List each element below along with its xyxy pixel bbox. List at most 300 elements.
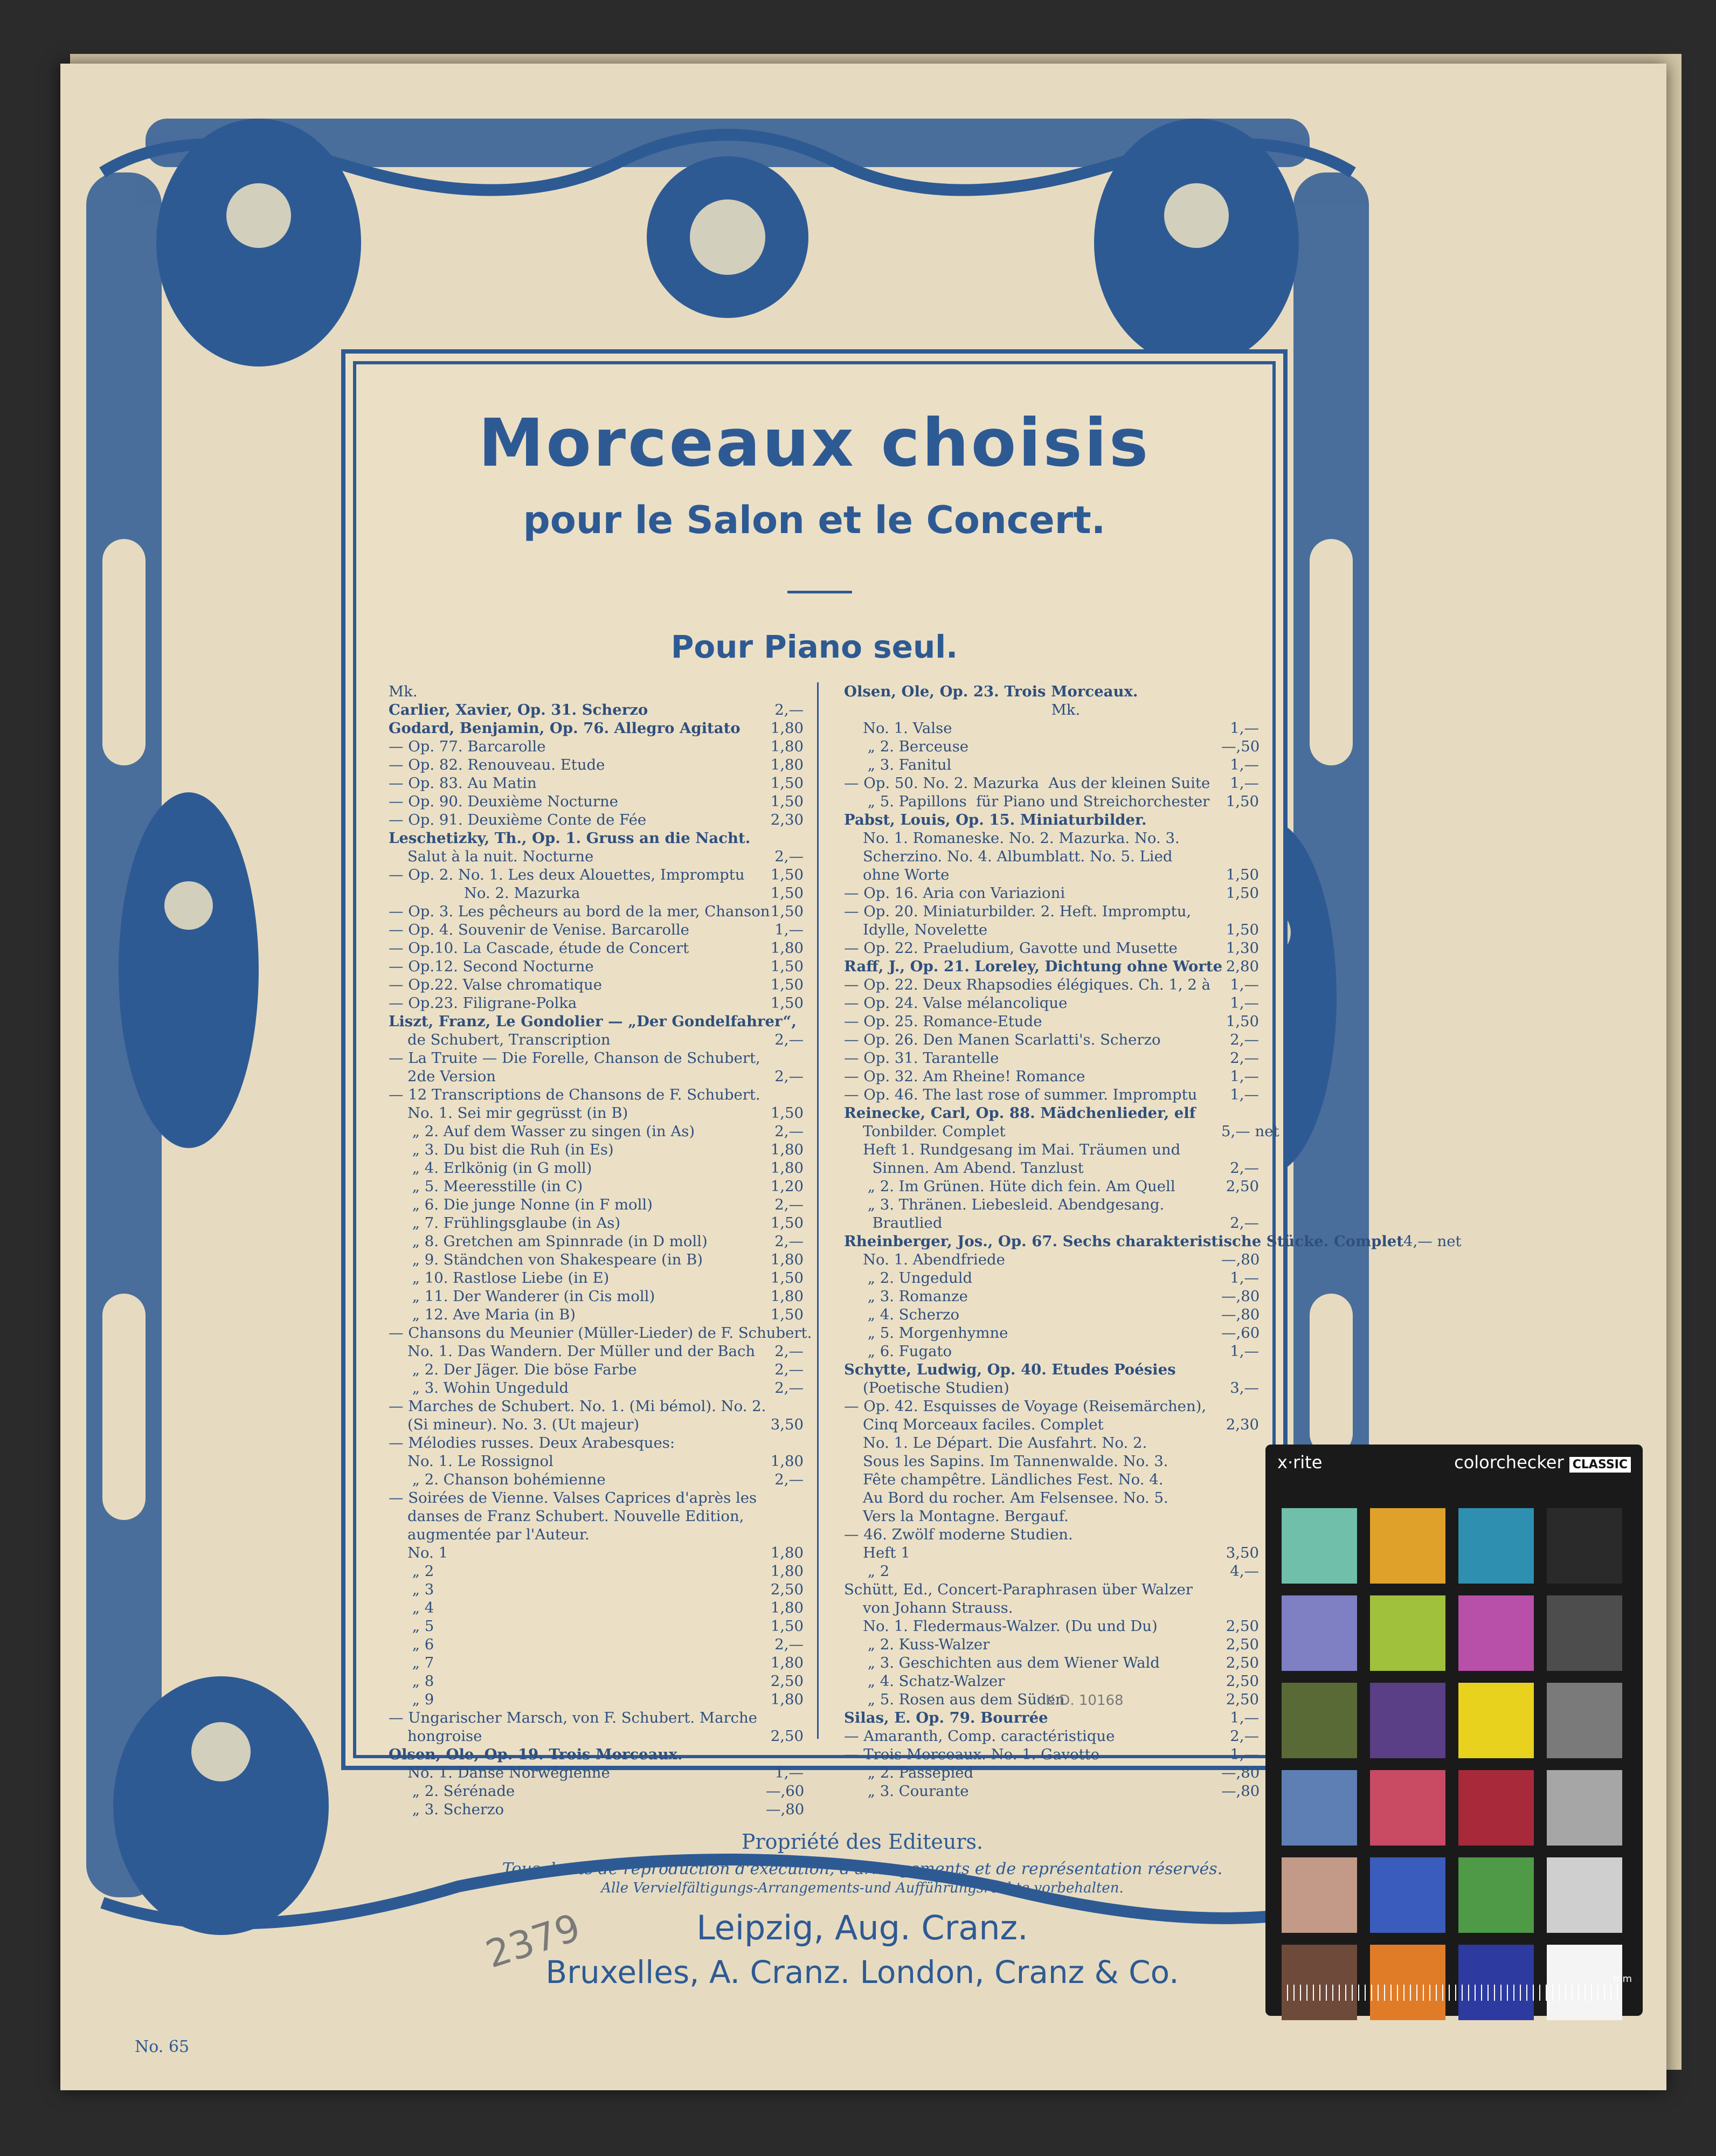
catalog-entry (844, 1617, 1259, 1635)
catalog-entry (844, 1782, 1259, 1800)
entry-price: 3,50 (1226, 1544, 1259, 1561)
catalog-entry (389, 1177, 804, 1196)
color-patch (1458, 1508, 1534, 1584)
color-patch (1282, 1770, 1357, 1846)
entry-title: Scherzino. No. 4. Albumblatt. No. 5. Lied (844, 848, 1173, 865)
entry-title: — Op. 2. No. 1. Les deux Alouettes, Impromptu (389, 866, 745, 883)
catalog-entry (389, 1580, 804, 1599)
entry-price (1221, 1489, 1259, 1507)
entry-price: 2,— (1230, 1049, 1259, 1067)
entry-price (1221, 1434, 1259, 1452)
catalog-entry (844, 957, 1259, 976)
catalog-entry (389, 1489, 804, 1507)
catalog-entry (389, 829, 804, 847)
entry-title: Heft 1. Rundgesang im Mai. Träumen und (844, 1141, 1181, 1158)
entry-title: „ 3. Thränen. Liebesleid. Abendgesang. (844, 1196, 1165, 1213)
catalog-entry (844, 682, 1259, 701)
catalog-entry (844, 1379, 1259, 1397)
catalog-entry (844, 1177, 1259, 1196)
entry-title: — Op. 46. The last rose of summer. Impromptu (844, 1086, 1198, 1103)
color-patch (1282, 1945, 1357, 2020)
catalog-entry (844, 1269, 1259, 1287)
colorchecker-label (1454, 1452, 1631, 1473)
entry-price: 2,50 (770, 1673, 804, 1690)
catalog-entry (844, 1104, 1259, 1122)
catalog-entry (389, 1709, 804, 1727)
entry-price: 2,— (774, 1379, 804, 1397)
entry-price: 1,30 (1226, 939, 1259, 957)
entry-price: 1,— (1230, 1709, 1259, 1726)
catalog-entry (844, 1525, 1259, 1544)
entry-title: — Op. 22. Praeludium, Gavotte und Musette (844, 939, 1178, 957)
catalog-entry (844, 884, 1259, 902)
entry-price: 1,— (1230, 1086, 1259, 1103)
catalog-entry (844, 1214, 1259, 1232)
catalog-entry (389, 939, 804, 957)
catalog-entry (844, 902, 1259, 921)
entry-title: Carlier, Xavier, Op. 31. Scherzo (389, 701, 648, 718)
entry-title: No. 1. Le Rossignol (389, 1453, 553, 1470)
catalog-entry (389, 737, 804, 756)
entry-price (1221, 847, 1259, 866)
catalog-entry (389, 847, 804, 866)
catalog-entry (389, 1067, 804, 1086)
color-patches (1282, 1508, 1622, 2020)
entry-price: —,80 (1221, 1782, 1260, 1800)
catalog-entry (844, 1324, 1259, 1342)
catalog-entry (389, 1012, 804, 1031)
entry-price: 2,50 (770, 1727, 804, 1745)
catalog-entry (844, 1452, 1259, 1470)
entry-price (1221, 1580, 1259, 1599)
catalog-entry (844, 1250, 1259, 1269)
mm-ruler (1287, 1985, 1621, 2001)
color-patch (1547, 1595, 1622, 1671)
catalog-entry (844, 1727, 1259, 1745)
catalog-entry (844, 719, 1259, 737)
entry-title: Silas, E. Op. 79. Bourrée (844, 1709, 1048, 1726)
entry-title: Brautlied (844, 1214, 943, 1232)
entry-title: Schytte, Ludwig, Op. 40. Etudes Poésies (844, 1361, 1176, 1378)
entry-title: von Johann Strauss. (844, 1599, 1013, 1616)
entry-price (766, 682, 804, 701)
entry-title: „ 12. Ave Maria (in B) (389, 1306, 576, 1323)
entry-price: 2,— (1230, 1214, 1259, 1232)
entry-title: No. 1. Le Départ. Die Ausfahrt. No. 2. (844, 1434, 1147, 1452)
entry-title: „ 4. Scherzo (844, 1306, 960, 1323)
entry-title: „ 2. Ungeduld (844, 1269, 973, 1287)
entry-title: „ 2 (844, 1563, 890, 1580)
entry-price: 1,50 (770, 1214, 804, 1232)
entry-title: „ 4. Schatz-Walzer (844, 1673, 1005, 1690)
entry-price: 1,— (1230, 1746, 1259, 1763)
entry-title: Au Bord du rocher. Am Felsensee. No. 5. (844, 1489, 1168, 1507)
entry-price: 1,80 (770, 1159, 804, 1177)
entry-price: 2,— (774, 1068, 804, 1085)
entry-title: (Si mineur). No. 3. (Ut majeur) (389, 1416, 640, 1433)
catalog-entry (844, 829, 1259, 847)
entry-price (1221, 1196, 1259, 1214)
entry-title: „ 5 (389, 1618, 434, 1635)
entry-title: Heft 1 (844, 1544, 910, 1561)
entry-title: — Op. 91. Deuxième Conte de Fée (389, 811, 647, 828)
catalog-entry (844, 1012, 1259, 1031)
entry-price (766, 1397, 804, 1415)
catalog-entry (844, 847, 1259, 866)
entry-price: 1,— (1230, 994, 1259, 1012)
entry-title: — Op. 25. Romance-Etude (844, 1013, 1042, 1030)
catalog-entry (844, 1599, 1259, 1617)
entry-title: No. 1. Fledermaus-Walzer. (Du und Du) (844, 1618, 1158, 1635)
entry-title: de Schubert, Transcription (389, 1031, 611, 1048)
entry-price (766, 1745, 804, 1764)
entry-price: 2,50 (1226, 1178, 1259, 1195)
catalog-entry (389, 1250, 804, 1269)
catalog-entry (389, 1617, 804, 1635)
entry-price: 1,— (1230, 1343, 1259, 1360)
entry-title: — Op. 3. Les pêcheurs au bord de la mer, Chanson (389, 903, 770, 920)
catalog-entry (389, 1214, 804, 1232)
catalog-entry (389, 1086, 804, 1104)
entry-title: Salut à la nuit. Nocturne (389, 848, 594, 865)
entry-price: 1,80 (770, 1654, 804, 1671)
entry-price (766, 1507, 804, 1525)
entry-title: Schütt, Ed., Concert-Paraphrasen über Walzer (844, 1581, 1193, 1598)
entry-price: 2,— (774, 1471, 804, 1488)
entry-title: Leschetizky, Th., Op. 1. Gruss an die Nacht. (389, 830, 751, 847)
entry-title: „ 2 (389, 1563, 434, 1580)
catalog-entry (389, 682, 804, 701)
color-patch (1547, 1683, 1622, 1758)
entry-title: — Op. 16. Aria con Variazioni (844, 884, 1065, 902)
entry-title: Olsen, Ole, Op. 23. Trois Morceaux. (844, 683, 1138, 700)
color-patch (1547, 1945, 1622, 2020)
entry-price: —,50 (1221, 738, 1260, 755)
entry-title: — Ungarischer Marsch, von F. Schubert. Marche (389, 1709, 757, 1726)
figure-bottom-cello (113, 1676, 329, 1935)
catalog-entry (844, 756, 1259, 774)
color-patch (1282, 1683, 1357, 1758)
entry-title: — Op. 22. Deux Rhapsodies élégiques. Ch. 1, 2 à (844, 976, 1211, 993)
entry-title: — La Truite — Die Forelle, Chanson de Schubert, (389, 1049, 760, 1067)
catalog-entry (389, 1196, 804, 1214)
entry-price: 1,80 (770, 1691, 804, 1708)
entry-title: „ 6. Fugato (844, 1343, 952, 1360)
entry-price: 2,— (774, 1123, 804, 1140)
entry-title: „ 3. Geschichten aus dem Wiener Wald (844, 1654, 1160, 1671)
catalog-entry (389, 1397, 804, 1415)
entry-title: Idylle, Novelette (844, 921, 988, 938)
entry-price: 1,80 (770, 720, 804, 737)
color-patch (1458, 1770, 1534, 1846)
entry-price (766, 1434, 804, 1452)
catalog-entry (389, 1031, 804, 1049)
entry-title: — Op.22. Valse chromatique (389, 976, 602, 993)
entry-title: „ 3. Wohin Ungeduld (389, 1379, 569, 1397)
catalog-entry (844, 1397, 1259, 1415)
entry-price: 1,50 (770, 884, 804, 902)
entry-title: ohne Worte (844, 866, 950, 883)
entry-price: 2,50 (1226, 1654, 1259, 1671)
catalog-entry (389, 1049, 804, 1067)
entry-title: Sous les Sapins. Im Tannenwalde. No. 3. (844, 1453, 1168, 1470)
entry-title: „ 3. Fanitul (844, 756, 952, 773)
catalog-entry (844, 1342, 1259, 1360)
color-patch (1370, 1595, 1445, 1671)
colorchecker-product: colorchecker (1454, 1452, 1564, 1473)
catalog-entry (389, 1159, 804, 1177)
entry-price: 1,— (1230, 976, 1259, 993)
entry-price: 2,— (1230, 1727, 1259, 1745)
color-patch (1458, 1857, 1534, 1933)
entry-price: 1,— (1230, 756, 1259, 773)
catalog-entry (389, 1452, 804, 1470)
catalog-entry (389, 1470, 804, 1489)
entry-price: 1,80 (770, 1251, 804, 1268)
entry-price: 3,50 (770, 1416, 804, 1433)
entry-title: „ 2. Berceuse (844, 738, 969, 755)
entry-title: Raff, J., Op. 21. Loreley, Dichtung ohne Worte (844, 958, 1223, 975)
catalog-entry (844, 1709, 1259, 1727)
entry-price: —,80 (1221, 1764, 1260, 1781)
catalog-entry (389, 1415, 804, 1434)
catalog-entry (844, 1654, 1259, 1672)
entry-price: 5,— net (1221, 1123, 1279, 1140)
entry-price: 1,— (1230, 775, 1259, 792)
entry-price: 2,— (774, 1636, 804, 1653)
catalog-entry (844, 1196, 1259, 1214)
catalog-entry (844, 792, 1259, 811)
catalog-entry (389, 1141, 804, 1159)
entry-title: — Op. 20. Miniaturbilder. 2. Heft. Impromptu, (844, 903, 1192, 920)
color-patch (1370, 1945, 1445, 2020)
entry-price (1221, 829, 1259, 847)
entry-title: „ 8 (389, 1673, 434, 1690)
color-patch (1458, 1945, 1534, 2020)
entry-title: No. 2. Mazurka (389, 884, 580, 902)
entry-price (766, 829, 804, 847)
catalog-entry (844, 1415, 1259, 1434)
entry-title: Godard, Benjamin, Op. 76. Allegro Agitato (389, 720, 741, 737)
entry-price (1221, 1104, 1259, 1122)
catalog-entry (389, 1269, 804, 1287)
catalog-entry (389, 1654, 804, 1672)
entry-price (1221, 811, 1259, 829)
entry-price: 1,80 (770, 756, 804, 773)
catalog-entry (844, 1049, 1259, 1067)
color-patch (1458, 1595, 1534, 1671)
entry-price: 1,50 (1226, 1013, 1259, 1030)
catalog-entry (389, 1324, 812, 1342)
catalog-entry (389, 1104, 804, 1122)
entry-title: „ 6 (389, 1636, 434, 1653)
entry-title: — Op. 77. Barcarolle (389, 738, 546, 755)
catalog-entry (389, 1544, 804, 1562)
entry-price: 1,20 (770, 1178, 804, 1195)
entry-title: Mk. (389, 683, 418, 700)
catalog-entry (389, 1690, 804, 1709)
catalog-entry (844, 701, 1259, 719)
entry-price: 2,— (774, 1361, 804, 1378)
catalog-entry (844, 1305, 1259, 1324)
catalog-entry (844, 939, 1259, 957)
entry-price: 1,50 (770, 976, 804, 993)
entry-price: 1,80 (770, 1563, 804, 1580)
entry-price: 2,— (774, 1031, 804, 1048)
entry-price: 2,— (774, 1343, 804, 1360)
entry-title: — Op. 42. Esquisses de Voyage (Reisemärchen), (844, 1398, 1207, 1415)
entry-price (1221, 1525, 1259, 1544)
figure-left-flute (119, 792, 259, 1148)
catalog-entry (389, 1800, 804, 1819)
entry-title: — 12 Transcriptions de Chansons de F. Schubert. (389, 1086, 760, 1103)
catalog-entry (389, 1360, 804, 1379)
page-subtitle: pour le Salon et le Concert. (523, 498, 1106, 542)
entry-price: 1,50 (1226, 866, 1259, 883)
library-stamp: K.D. 10168 (1046, 1692, 1124, 1709)
footer-rights-de: Alle Vervielfältigungs-Arrangements-und Aufführungsrechte vorbehalten. (601, 1880, 1124, 1896)
entry-title: „ 5. Rosen aus dem Süden (844, 1691, 1065, 1708)
color-patch (1282, 1857, 1357, 1933)
entry-price: 2,— (1230, 1159, 1259, 1177)
entry-price: 2,— (1230, 1031, 1259, 1048)
entry-price: 1,80 (770, 1141, 804, 1158)
entry-price: 1,— (1230, 720, 1259, 737)
entry-title: „ 2. Im Grünen. Hüte dich fein. Am Quell (844, 1178, 1175, 1195)
entry-title: „ 4 (389, 1599, 434, 1616)
entry-price: —,60 (766, 1782, 805, 1800)
catalog-entry (389, 811, 804, 829)
catalog-entry (389, 1562, 804, 1580)
entry-title: — Op.10. La Cascade, étude de Concert (389, 939, 689, 957)
pencil-inventory-number: 2379 (480, 1905, 586, 1977)
entry-price (1221, 1360, 1259, 1379)
catalog-entry (389, 902, 804, 921)
catalog-entry (389, 1525, 804, 1544)
column-divider (817, 682, 819, 1739)
entry-title: No. 1. Abendfriede (844, 1251, 1005, 1268)
catalog-entry (389, 1745, 804, 1764)
entry-price: 1,50 (1226, 793, 1259, 810)
entry-title: — Op. 32. Am Rheine! Romance (844, 1068, 1085, 1085)
catalog-entry (389, 1782, 804, 1800)
entry-title: Pabst, Louis, Op. 15. Miniaturbilder. (844, 811, 1147, 828)
catalog-entry (844, 1507, 1259, 1525)
entry-title: „ 7. Frühlingsglaube (in As) (389, 1214, 621, 1232)
entry-title: „ 3 (389, 1581, 434, 1598)
title-divider (787, 591, 852, 593)
catalog-entry (389, 994, 804, 1012)
entry-title: „ 9 (389, 1691, 434, 1708)
entry-price: 2,50 (770, 1581, 804, 1598)
entry-title: — Op. 4. Souvenir de Venise. Barcarolle (389, 921, 689, 938)
color-patch (1458, 1683, 1534, 1758)
entry-title: „ 5. Papillons für Piano und Streichorchester (844, 793, 1210, 810)
entry-title: (Poetische Studien) (844, 1379, 1009, 1397)
colorchecker-edition: CLASSIC (1569, 1457, 1631, 1473)
entry-price: —,80 (1221, 1251, 1260, 1268)
entry-title: Mk. (844, 701, 1081, 718)
entry-price: 1,50 (1226, 921, 1259, 938)
catalog-entry (389, 1727, 804, 1745)
entry-price: 1,— (1230, 1269, 1259, 1287)
entry-price: —,60 (1221, 1324, 1260, 1342)
entry-price: 1,80 (770, 738, 804, 755)
entry-title: danses de Franz Schubert. Nouvelle Edition, (389, 1508, 744, 1525)
catalog-entry (844, 1360, 1259, 1379)
color-patch (1547, 1508, 1622, 1584)
entry-title: — Op. 50. No. 2. Mazurka Aus der kleinen Suite (844, 775, 1210, 792)
entry-title: „ 10. Rastlose Liebe (in E) (389, 1269, 610, 1287)
entry-price (1221, 682, 1259, 701)
catalog-entry (389, 701, 804, 719)
entry-price (766, 1049, 804, 1067)
entry-price: 4,— (1230, 1563, 1259, 1580)
plate-number: No. 65 (135, 2037, 190, 2056)
catalog-entry (844, 1122, 1279, 1141)
catalog-entry (389, 1672, 804, 1690)
entry-title: No. 1. Das Wandern. Der Müller und der Bach (389, 1343, 756, 1360)
catalog-entry (389, 957, 804, 976)
entry-title: No. 1. Danse Norwégienne (389, 1764, 610, 1781)
catalog-entry (389, 1342, 804, 1360)
color-patch (1282, 1595, 1357, 1671)
entry-title: „ 8. Gretchen am Spinnrade (in D moll) (389, 1233, 708, 1250)
entry-title: hongroise (389, 1727, 482, 1745)
catalog-entry (844, 976, 1259, 994)
entry-title: — Amaranth, Comp. caractéristique (844, 1727, 1115, 1745)
entry-title: — Chansons du Meunier (Müller-Lieder) de F. Schubert. (389, 1324, 812, 1342)
entry-title: No. 1. Romaneske. No. 2. Mazurka. No. 3. (844, 830, 1180, 847)
entry-price: 1,— (774, 921, 804, 938)
entry-title: Olsen, Ole, Op. 19. Trois Morceaux. (389, 1746, 683, 1763)
color-patch (1282, 1508, 1357, 1584)
entry-price: 4,— net (1403, 1233, 1462, 1250)
entry-price (1221, 1599, 1259, 1617)
entry-title: — Mélodies russes. Deux Arabesques: (389, 1434, 675, 1452)
entry-title: „ 5. Morgenhymne (844, 1324, 1008, 1342)
entry-title: „ 11. Der Wanderer (in Cis moll) (389, 1288, 655, 1305)
catalog-entry (844, 866, 1259, 884)
entry-price (1221, 902, 1259, 921)
entry-title: „ 3. Du bist die Ruh (in Es) (389, 1141, 614, 1158)
entry-price: 1,80 (770, 1288, 804, 1305)
catalog-entry (389, 884, 804, 902)
catalog-entry (844, 1159, 1259, 1177)
catalog-entry (844, 1635, 1259, 1654)
color-checker-card (1265, 1445, 1643, 2016)
entry-title: Liszt, Franz, Le Gondolier — „Der Gondelfahrer“, (389, 1013, 797, 1030)
entry-title: — Op.23. Filigrane-Polka (389, 994, 577, 1012)
entry-price: 1,50 (770, 1269, 804, 1287)
entry-title: 2de Version (389, 1068, 496, 1085)
catalog-entry (844, 1287, 1259, 1305)
entry-price: 1,50 (770, 1618, 804, 1635)
catalog-entry (844, 737, 1259, 756)
entry-price: 2,50 (1226, 1691, 1259, 1708)
entry-title: „ 4. Erlkönig (in G moll) (389, 1159, 592, 1177)
catalog-entry (389, 719, 804, 737)
footer-rights-fr: Tous droits de reproduction d'exécution, d'arrangements et de représentation réservés. (502, 1860, 1223, 1878)
entry-title: Vers la Montagne. Bergauf. (844, 1508, 1069, 1525)
catalog-entry (389, 866, 804, 884)
entry-title: Tonbilder. Complet (844, 1123, 1006, 1140)
catalog-entry (389, 792, 804, 811)
color-patch (1370, 1508, 1445, 1584)
catalog-entry (844, 1031, 1259, 1049)
catalog-entry (844, 1544, 1259, 1562)
entry-price: 2,30 (1226, 1416, 1259, 1433)
